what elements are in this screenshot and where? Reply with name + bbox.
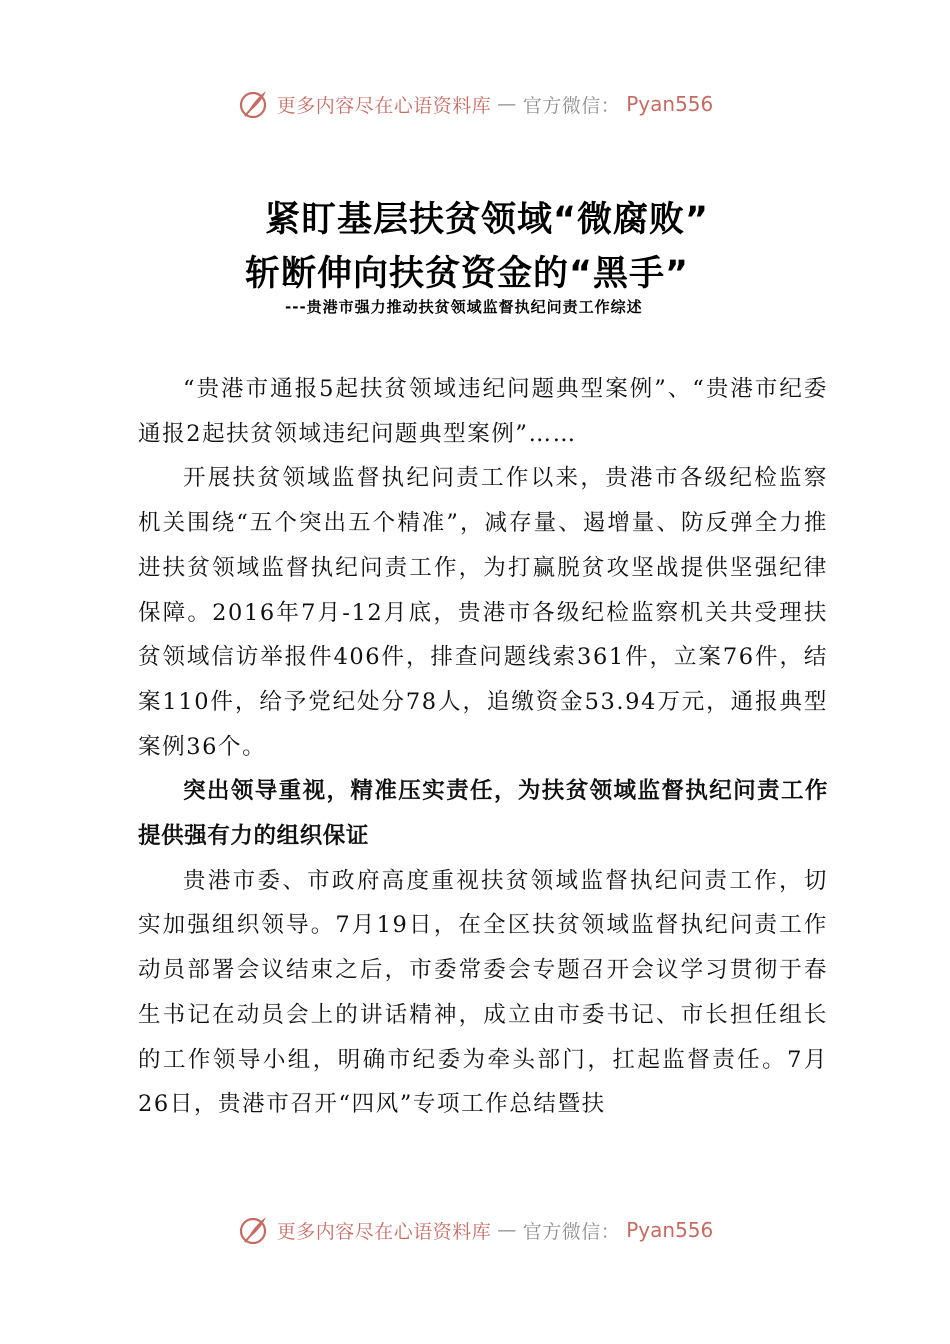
- body-paragraph-1: “贵港市通报5起扶贫领域违纪问题典型案例”、“贵港市纪委通报2起扶贫领域违纪问题典型案例”……: [138, 376, 828, 447]
- document-title-line1: 紧盯基层扶贫领域“微腐败”: [264, 200, 709, 240]
- body-paragraph-2: 开展扶贫领域监督执纪问责工作以来，贵港市各级纪检监察机关围绕“五个突出五个精准”，减存量、遏增量、防反弹全力推进扶贫领域监督执纪问责工作，为打赢脱贫攻坚战提供坚强纪律保障。2016年7月-12月底，贵港市各级纪检监察机关共受理扶贫领域信访举报件406件，排查问题线索361件，立案76件，结案110件，给予党纪处分78人，追缴资金53.94万元，通报典型案例36个。: [138, 465, 828, 760]
- quill-logo-icon: [237, 1213, 271, 1247]
- watermark-main-text: 更多内容尽在心语资料库: [276, 1220, 492, 1243]
- watermark-main-text: 更多内容尽在心语资料库: [276, 94, 492, 117]
- watermark-separator: —: [497, 93, 517, 115]
- section-heading: 突出领导重视，精准压实责任，为扶贫领域监督执纪问责工作提供强有力的组织保证: [138, 778, 828, 850]
- section-paragraph: 贵港市委、市政府高度重视扶贫领域监督执纪问责工作，切实加强组织领导。7月19日，在全区扶贫领域监督执纪问责工作动员部署会议结束之后，市委常委会专题召开会议学习贯彻于春生书记在动员会上的讲话精神，成立由市委书记、市长担任组长的工作领导小组，明确市纪委为牵头部门，扛起监督责任。7月26日，贵港市召开“四风”专项工作总结暨扶: [138, 867, 828, 1118]
- document-title-line2: 斩断伸向扶贫资金的“黑手”: [244, 254, 689, 294]
- quill-logo-icon: [237, 87, 271, 121]
- watermark-wechat-id: Pyan556: [626, 1218, 714, 1242]
- document-subtitle: ---贵港市强力推动扶贫领域监督执纪问责工作综述: [285, 298, 643, 316]
- watermark-separator: —: [497, 1219, 517, 1241]
- watermark-wechat-label: 官方微信：: [522, 1220, 621, 1243]
- watermark-wechat-label: 官方微信：: [522, 94, 621, 117]
- watermark-header: [0, 84, 950, 124]
- watermark-wechat-id: Pyan556: [626, 92, 714, 116]
- document-body: [138, 367, 828, 1127]
- watermark-footer: [0, 1210, 950, 1250]
